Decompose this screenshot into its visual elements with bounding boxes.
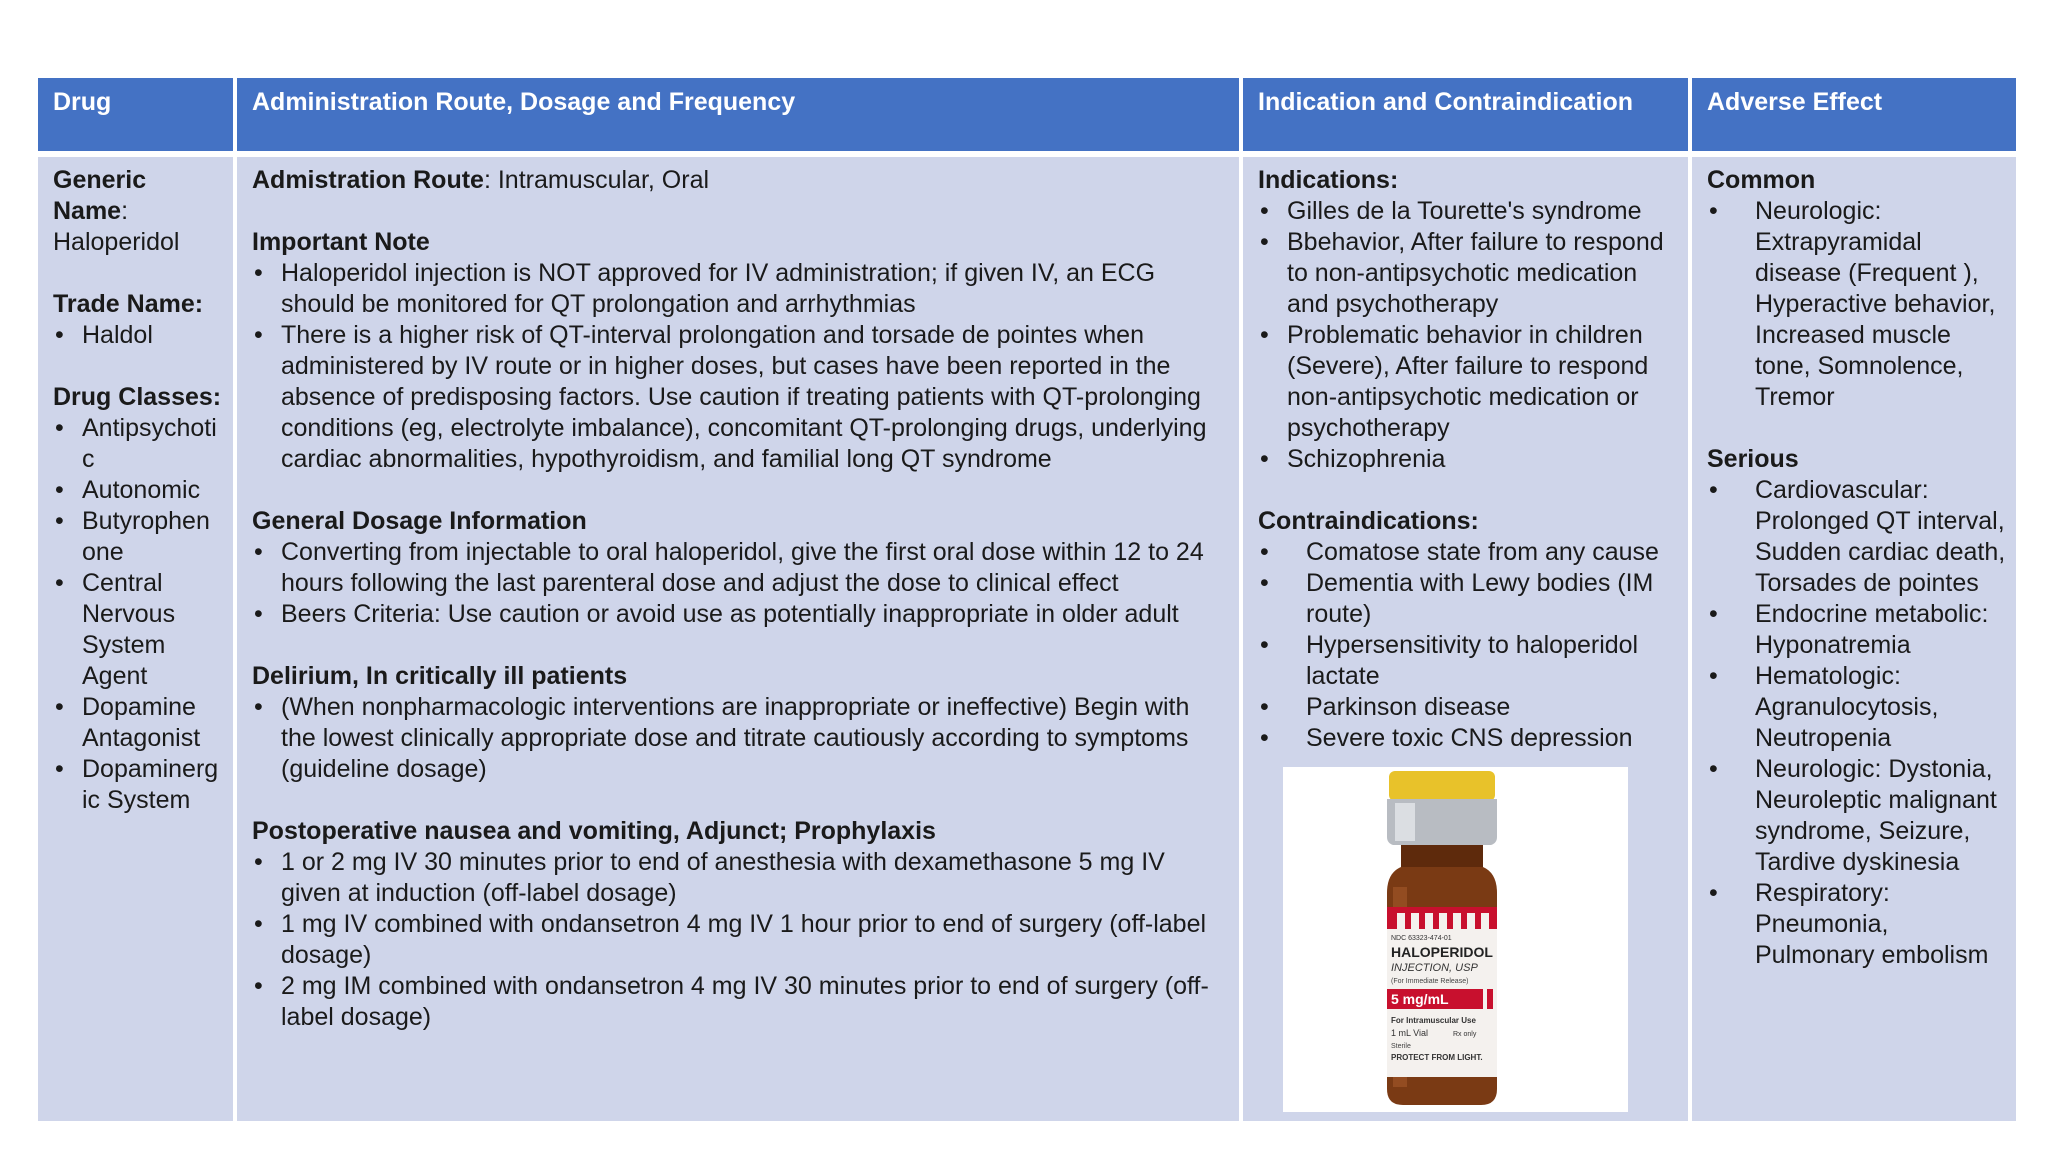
- ponv-list: [252, 847, 1227, 1033]
- generic-name-value: Haloperidol: [53, 228, 180, 256]
- route-label: Admistration Route: [252, 166, 484, 194]
- list-item: • Hematologic: Agranulocytosis, Neutropenia: [1707, 661, 2008, 754]
- vial-sub: INJECTION, USP: [1391, 962, 1478, 974]
- generic-name: [53, 165, 223, 227]
- serious-list: [1707, 475, 2008, 971]
- important-note-title: Important Note: [252, 228, 430, 256]
- list-item: • Respiratory: Pneumonia, Pulmonary embolism: [1707, 878, 2008, 971]
- adverse-column: [1692, 78, 2016, 1121]
- indication-cell: [1243, 157, 1688, 1121]
- vial-illustration: [1283, 767, 1628, 1112]
- vial-strength: 5 mg/mL: [1391, 991, 1449, 1007]
- drug-column: [38, 78, 233, 1121]
- list-item: • 1 mg IV combined with ondansetron 4 mg IV 1 hour prior to end of surgery (off-label dosage): [252, 909, 1227, 971]
- delirium-list: [252, 692, 1227, 785]
- route-value: : Intramuscular, Oral: [483, 166, 710, 194]
- list-item: • Neurologic: Dystonia, Neuroleptic malignant syndrome, Seizure, Tardive dyskinesia: [1707, 754, 2008, 878]
- list-item: • Dopamine Antagonist: [53, 692, 223, 754]
- generic-name-label: Generic Name: [53, 166, 147, 225]
- indications-label: Indications:: [1258, 166, 1399, 194]
- delirium-title: Delirium, In critically ill patients: [252, 662, 628, 690]
- list-item: • Parkinson disease: [1258, 692, 1680, 723]
- list-item: • Gilles de la Tourette's syndrome: [1258, 196, 1680, 227]
- common-label: Common: [1707, 166, 1816, 194]
- common-list: [1707, 196, 2008, 413]
- list-item: • Comatose state from any cause: [1258, 537, 1680, 568]
- list-item: • Haloperidol injection is NOT approved for IV administration; if given IV, an ECG should be monitored for QT prolongation and arrhythmias: [252, 258, 1227, 320]
- adverse-header: Adverse Effect: [1692, 78, 2016, 151]
- vial-rx: Rx only: [1453, 1031, 1477, 1038]
- vial-name: HALOPERIDOL: [1391, 944, 1493, 960]
- list-item: • Bbehavior, After failure to respond to non-antipsychotic medication and psychotherapy: [1258, 227, 1680, 320]
- generic-name-colon: :: [121, 197, 129, 225]
- list-item: • Neurologic: Extrapyramidal disease (Frequent ), Hyperactive behavior, Increased muscle tone, Somnolence, Tremor: [1707, 196, 2008, 413]
- important-note-list: [252, 258, 1227, 475]
- vial-volume: 1 mL Vial: [1391, 1028, 1429, 1038]
- trade-name-label: Trade Name:: [53, 290, 204, 318]
- list-item: • Severe toxic CNS depression: [1258, 723, 1680, 754]
- vial-ndc: NDC 63323-474-01: [1391, 935, 1452, 942]
- drug-classes-label: Drug Classes:: [53, 383, 222, 411]
- list-item: • Schizophrenia: [1258, 444, 1680, 475]
- indication-header: Indication and Contraindication: [1243, 78, 1688, 151]
- drug-table: [38, 78, 2016, 1121]
- list-item: • (When nonpharmacologic interventions are inappropriate or ineffective) Begin with the lowest clinically appropriate dose and titrate cautiously according to symptoms (guideline dosage): [252, 692, 1227, 785]
- list-item: • Autonomic: [53, 475, 223, 506]
- list-item: • There is a higher risk of QT-interval prolongation and torsade de pointes when administered by IV route or in higher doses, but cases have been reported in the absence of predisposing factors. Use caution if treating patients with QT-prolonging conditions (eg, electrolyte imbalance), concomitant QT-prolonging drugs, underlying cardiac abnormalities, hypothyroidism, and familial long QT syndrome: [252, 320, 1227, 475]
- list-item: • Butyrophenone: [53, 506, 223, 568]
- list-item: • 2 mg IM combined with ondansetron 4 mg IV 30 minutes prior to end of surgery (off-label dosage): [252, 971, 1227, 1033]
- indications-list: [1258, 196, 1680, 475]
- list-item: • Problematic behavior in children (Severe), After failure to respond non-antipsychotic medication or psychotherapy: [1258, 320, 1680, 444]
- list-item: • Antipsychotic: [53, 413, 223, 475]
- list-item: • Dopaminergic System: [53, 754, 223, 816]
- general-dosage-list: [252, 537, 1227, 630]
- vial-use: For Intramuscular Use: [1391, 1016, 1476, 1025]
- list-item: • Hypersensitivity to haloperidol lactate: [1258, 630, 1680, 692]
- drug-cell: [38, 157, 233, 1121]
- drug-header: Drug: [38, 78, 233, 151]
- route-line: [252, 165, 1227, 196]
- ponv-title: Postoperative nausea and vomiting, Adjunct; Prophylaxis: [252, 817, 936, 845]
- list-item: • 1 or 2 mg IV 30 minutes prior to end of anesthesia with dexamethasone 5 mg IV given at induction (off-label dosage): [252, 847, 1227, 909]
- list-item: • Dementia with Lewy bodies (IM route): [1258, 568, 1680, 630]
- list-item: • Endocrine metabolic: Hyponatremia: [1707, 599, 2008, 661]
- vial-cap: [1389, 771, 1495, 801]
- general-dosage-title: General Dosage Information: [252, 507, 587, 535]
- admin-cell: [237, 157, 1239, 1121]
- admin-column: [237, 78, 1239, 1121]
- vial-image: [1283, 767, 1628, 1112]
- list-item: • Haldol: [53, 320, 223, 351]
- serious-label: Serious: [1707, 445, 1799, 473]
- indication-column: [1243, 78, 1688, 1121]
- list-item: • Beers Criteria: Use caution or avoid use as potentially inappropriate in older adult: [252, 599, 1227, 630]
- vial-release: (For Immediate Release): [1391, 978, 1469, 985]
- list-item: • Cardiovascular: Prolonged QT interval, Sudden cardiac death, Torsades de pointes: [1707, 475, 2008, 599]
- list-item: • Central Nervous System Agent: [53, 568, 223, 692]
- contraindications-label: Contraindications:: [1258, 507, 1479, 535]
- vial-sterile: Sterile: [1391, 1043, 1411, 1050]
- contraindications-list: [1258, 537, 1680, 754]
- trade-name-list: [53, 320, 223, 351]
- vial-protect: PROTECT FROM LIGHT.: [1391, 1053, 1483, 1062]
- admin-header: Administration Route, Dosage and Frequency: [237, 78, 1239, 151]
- adverse-cell: [1692, 157, 2016, 1121]
- drug-classes-list: [53, 413, 223, 816]
- list-item: • Converting from injectable to oral haloperidol, give the first oral dose within 12 to 24 hours following the last parenteral dose and adjust the dose to clinical effect: [252, 537, 1227, 599]
